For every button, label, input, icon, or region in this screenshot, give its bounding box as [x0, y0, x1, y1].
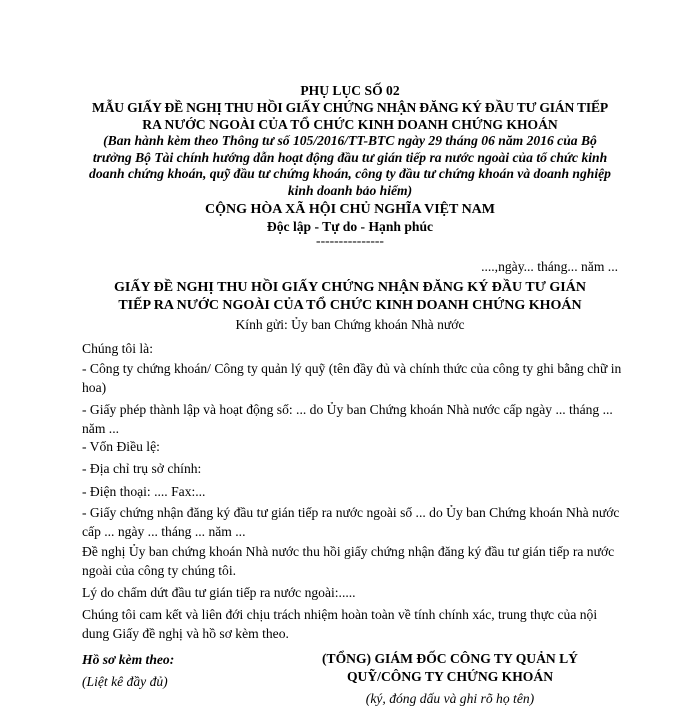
- signature-note: (ký, đóng dấu và ghi rõ họ tên): [365, 691, 535, 706]
- attachments-note: (Liệt kê đầy đủ): [82, 674, 168, 689]
- license-field: - Giấy phép thành lập và hoạt động số: ... do Ủy ban Chứng khoán Nhà nước cấp ngày ... tháng ... năm ...: [82, 402, 613, 436]
- appendix-title-line1: MẪU GIẤY ĐỀ NGHỊ THU HỒI GIẤY CHỨNG NHẬN ĐĂNG KÝ ĐẦU TƯ GIÁN TIẾP: [92, 100, 608, 115]
- request-text: Đề nghị Ủy ban chứng khoán Nhà nước thu hồi giấy chứng nhận đăng ký đầu tư gián tiếp ra nước ngoài của công ty chúng tôi.: [82, 544, 615, 578]
- signatory-line1: (TỔNG) GIÁM ĐỐC CÔNG TY QUẢN LÝ: [321, 651, 579, 666]
- intro-text: Chúng tôi là:: [82, 341, 153, 356]
- attachments-label: Hồ sơ kèm theo:: [82, 652, 175, 667]
- registration-cert-field: - Giấy chứng nhận đăng ký đầu tư gián tiếp ra nước ngoài số ... do Ủy ban Chứng khoán Nhà nước cấp ... ngày ... tháng ... năm ...: [82, 505, 620, 539]
- date-line: ....,ngày... tháng... năm ...: [481, 259, 618, 274]
- appendix-issued-with: (Ban hành kèm theo Thông tư số 105/2016/TT-BTC ngày 29 tháng 06 năm 2016 của Bộ trưởng Bộ Tài chính hướng dẫn hoạt động đầu tư gián tiếp ra nước ngoài của tổ chức kinh doanh chứng khoán, quỹ đầu tư chứng khoán, công ty đầu tư chứng khoán và doanh nghiệp kinh doanh bảo hiểm): [89, 133, 611, 198]
- appendix-title-line2: RA NƯỚC NGOÀI CỦA TỔ CHỨC KINH DOANH CHỨNG KHOÁN: [142, 117, 558, 132]
- address-field: - Địa chỉ trụ sở chính:: [82, 461, 202, 476]
- attachments-section: [82, 650, 174, 692]
- document-title-line2: TIẾP RA NƯỚC NGOÀI CỦA TỔ CHỨC KINH DOANH CHỨNG KHOÁN: [118, 298, 582, 313]
- commitment-text: Chúng tôi cam kết và liên đới chịu trách nhiệm hoàn toàn về tính chính xác, trung thực của nội dung Giấy đề nghị và hồ sơ kèm theo.: [82, 607, 598, 641]
- document-title: [82, 279, 618, 315]
- national-header: [82, 201, 618, 247]
- signature-block: [300, 650, 600, 708]
- company-field: - Công ty chứng khoán/ Công ty quản lý quỹ (tên đầy đủ và chính thức của công ty ghi bằng chữ in hoa): [82, 361, 622, 395]
- appendix-header: [82, 82, 618, 199]
- phone-fax-field: - Điện thoại: .... Fax:...: [82, 484, 206, 499]
- reason-field: Lý do chấm dứt đầu tư gián tiếp ra nước ngoài:.....: [82, 585, 356, 600]
- national-motto: Độc lập - Tự do - Hạnh phúc: [266, 219, 434, 234]
- country-name: CỘNG HÒA XÃ HỘI CHỦ NGHĨA VIỆT NAM: [204, 202, 495, 217]
- recipient-line: Kính gửi: Ủy ban Chứng khoán Nhà nước: [235, 317, 465, 332]
- appendix-number: PHỤ LỤC SỐ 02: [300, 83, 400, 98]
- signatory-line2: QUỸ/CÔNG TY CHỨNG KHOÁN: [346, 669, 554, 684]
- charter-capital-field: - Vốn Điều lệ:: [82, 439, 160, 454]
- motto-divider: ---------------: [316, 233, 384, 248]
- document-title-line1: GIẤY ĐỀ NGHỊ THU HỒI GIẤY CHỨNG NHẬN ĐĂNG KÝ ĐẦU TƯ GIÁN: [114, 280, 586, 295]
